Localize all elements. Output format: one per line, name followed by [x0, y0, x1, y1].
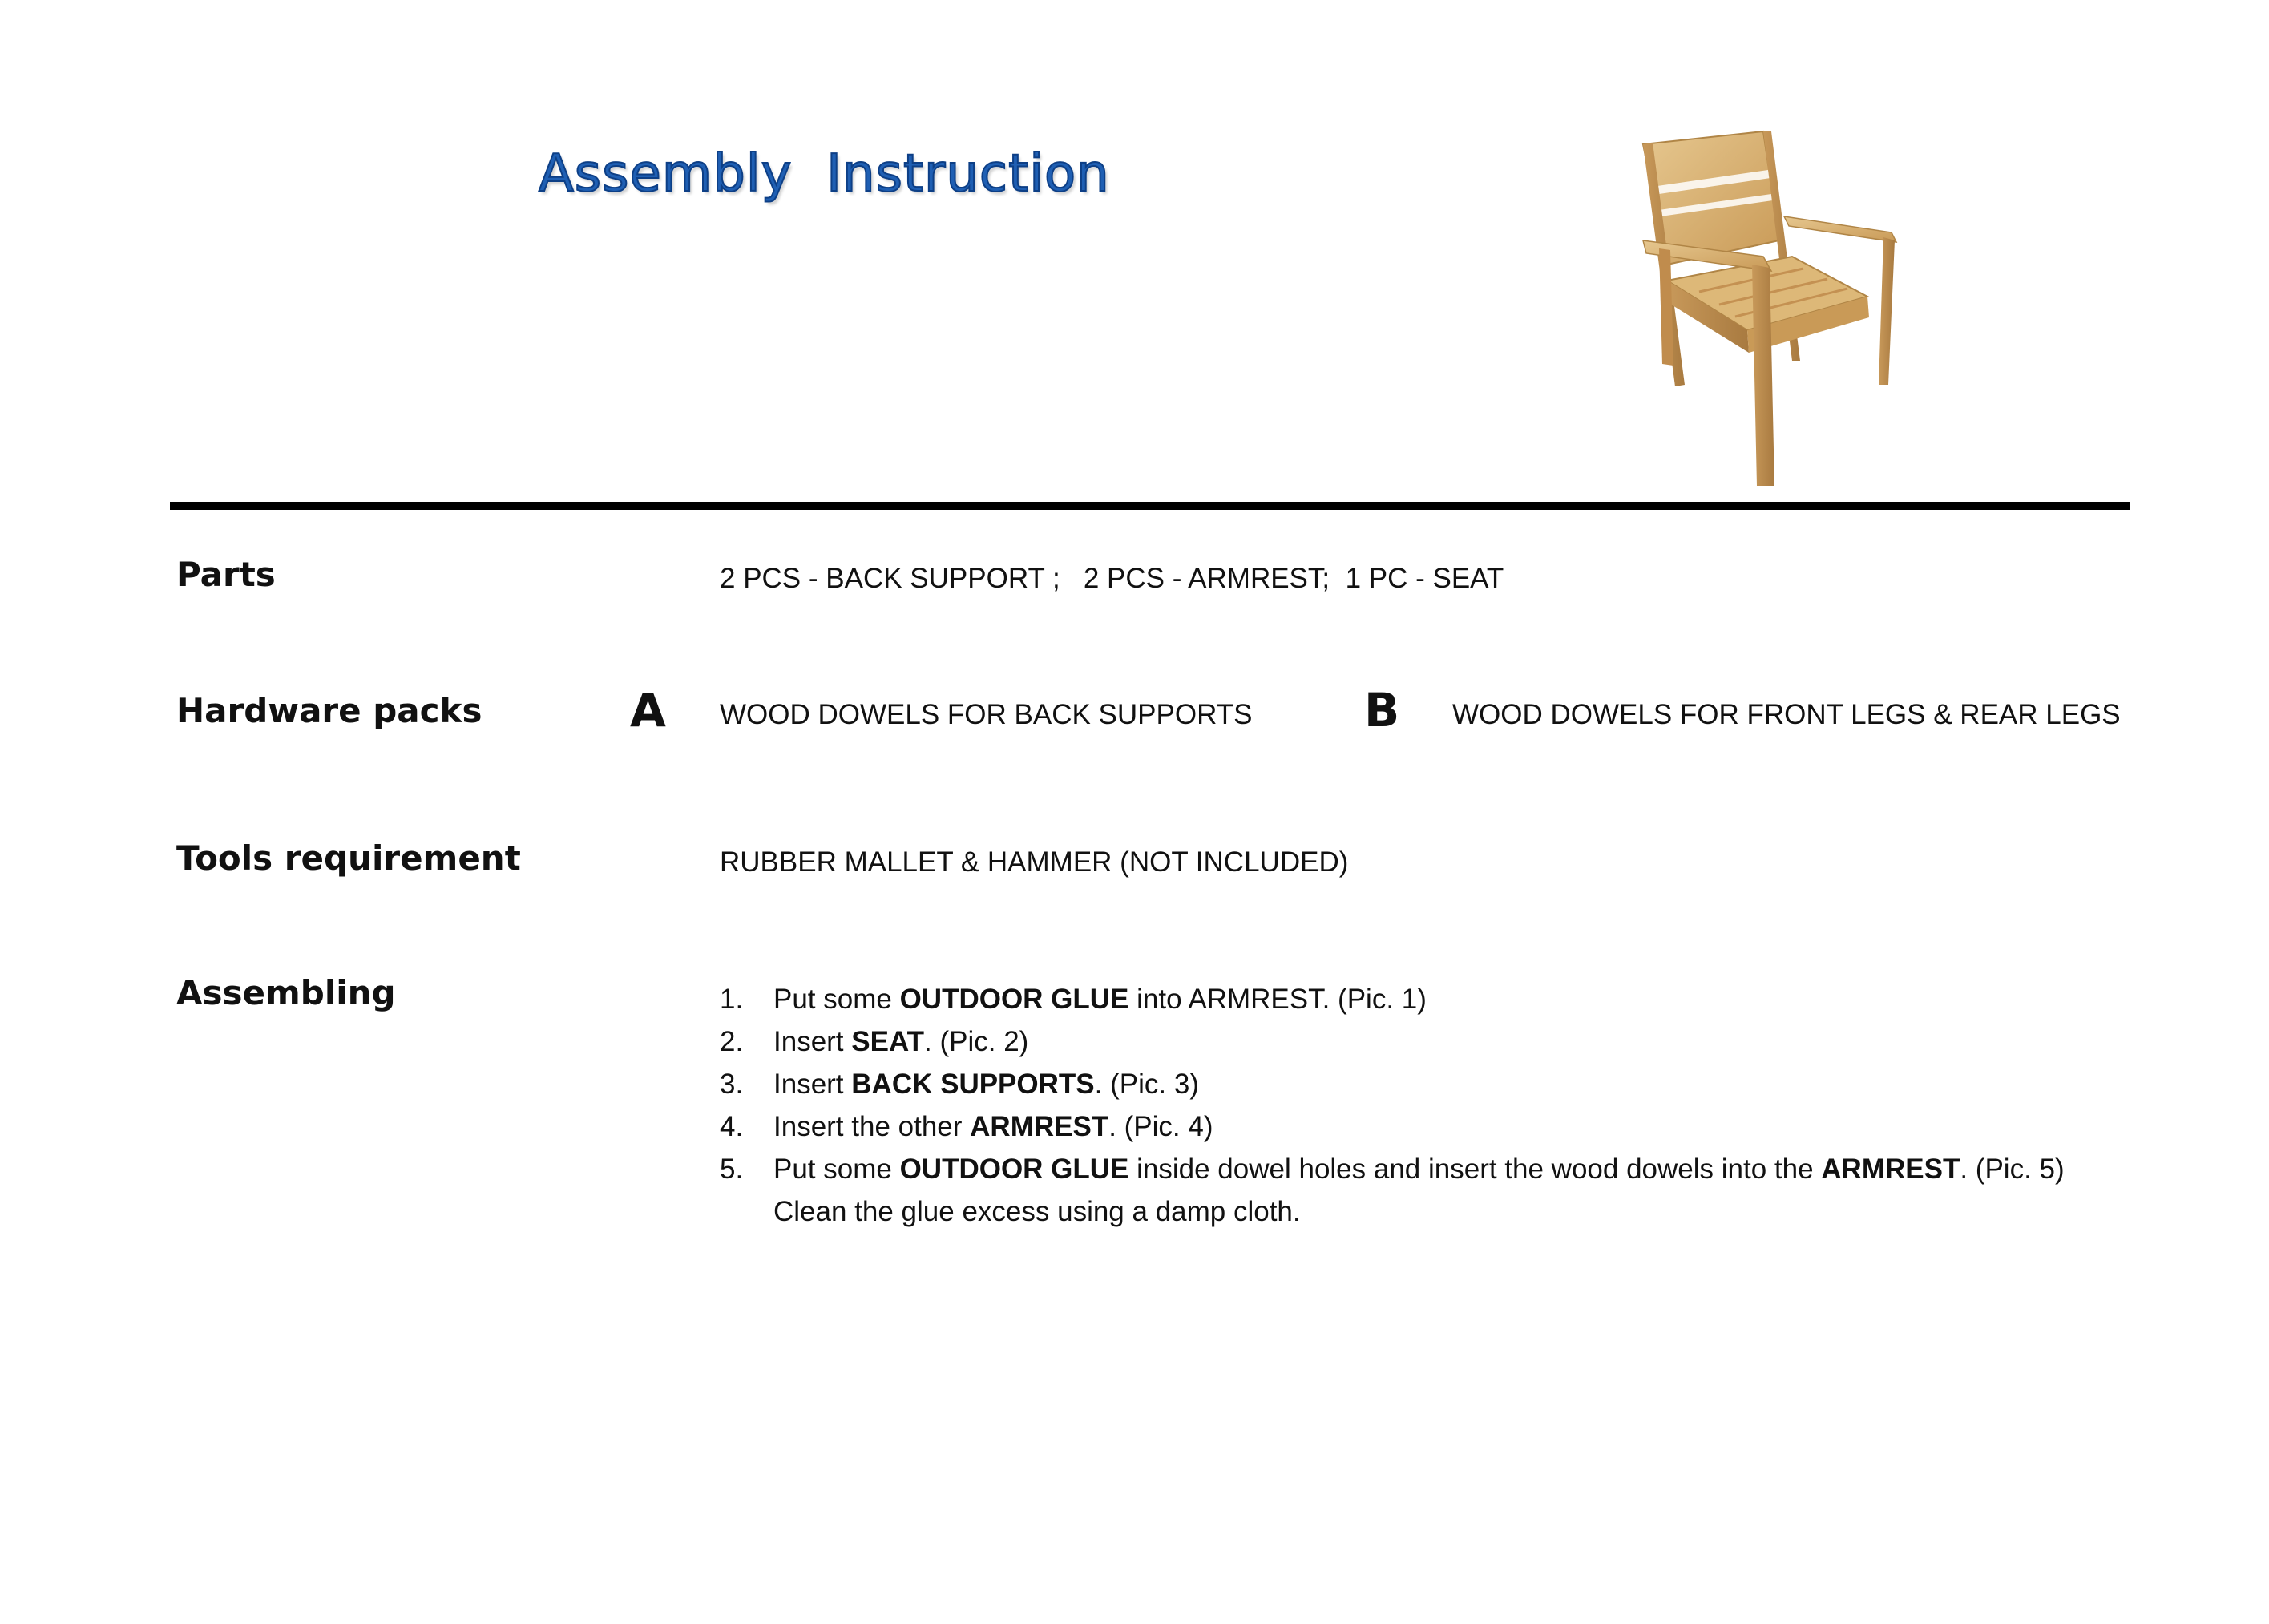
step-5-continuation: Clean the glue excess using a damp cloth.: [773, 1196, 1301, 1227]
hardware-pack-a-letter: A: [630, 683, 666, 737]
parts-label: Parts: [176, 555, 276, 594]
parts-value: 2 PCS - BACK SUPPORT ; 2 PCS - ARMREST; 1 PC - SEAT: [720, 563, 1504, 594]
assembly-steps: [720, 978, 2082, 1233]
assembling-label: Assembling: [176, 973, 396, 1012]
step-2: 2. Insert SEAT. (Pic. 2): [720, 1026, 1029, 1057]
hardware-pack-b-text: WOOD DOWELS FOR FRONT LEGS & REAR LEGS: [1452, 699, 2121, 730]
step-1: 1. Put some OUTDOOR GLUE into ARMREST. (Pic. 1): [720, 984, 1427, 1015]
step-3: 3. Insert BACK SUPPORTS. (Pic. 3): [720, 1069, 1199, 1100]
chair-image: [1611, 120, 1948, 497]
step-5: 5. Put some OUTDOOR GLUE inside dowel holes and insert the wood dowels into the ARMREST. (Pic. 5) Clean the glue excess using a damp cloth.: [720, 1148, 2082, 1233]
step-4: 4. Insert the other ARMREST. (Pic. 4): [720, 1111, 1213, 1142]
header-divider: [170, 502, 2130, 510]
hardware-pack-b-letter: B: [1364, 683, 1400, 737]
hardware-label: Hardware packs: [176, 691, 482, 730]
page-title: Assembly Instruction: [539, 144, 1110, 204]
tools-value: RUBBER MALLET & HAMMER (NOT INCLUDED): [720, 846, 1349, 878]
hardware-pack-a-text: WOOD DOWELS FOR BACK SUPPORTS: [720, 699, 1253, 730]
tools-label: Tools requirement: [176, 838, 521, 878]
